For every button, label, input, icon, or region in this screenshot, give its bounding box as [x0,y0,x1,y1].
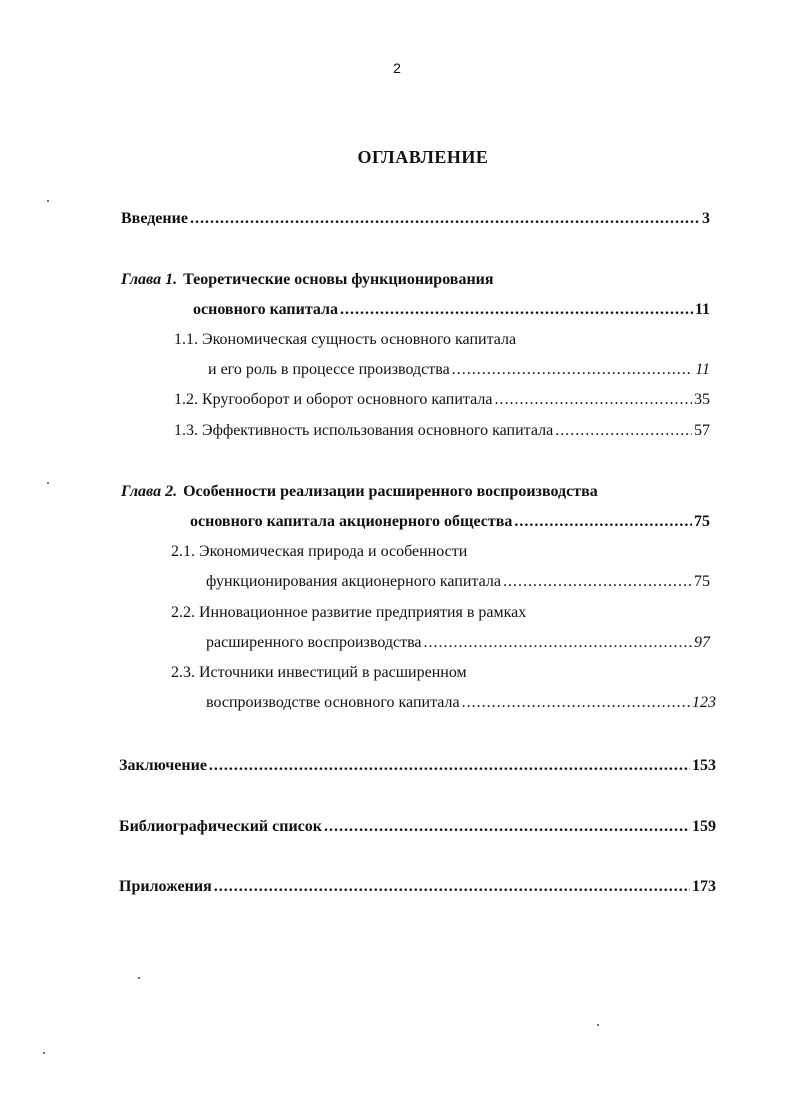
dot-leader [462,693,690,713]
toc-entry-text: Введение [121,210,188,227]
page-title: ОГЛАВЛЕНИЕ [357,147,489,167]
dot-leader [324,817,690,837]
dot-leader [452,360,694,380]
toc-section-2-2-heading[interactable] [171,603,526,623]
section-title-continued: расширенного воспроизводства [206,634,422,651]
chapter-title-continued: основного капитала [193,301,339,318]
toc-entry-text: Приложения [119,878,212,895]
toc-section-2-1[interactable] [206,572,710,592]
toc-section-2-3[interactable] [206,693,716,713]
dot-leader [555,421,692,441]
section-title: 2.3. Источники инвестиций в расширенном [171,664,467,681]
section-title-continued: функционирования акционерного капитала [206,573,501,590]
toc-page-number: 3 [702,210,710,227]
toc-chapter-2[interactable] [190,512,710,532]
section-title: 2.2. Инновационное развитие предприятия в рамках [171,604,527,621]
toc-page-number: 11 [694,301,710,318]
scan-speck [47,482,49,484]
toc-section-1-1[interactable] [208,360,710,380]
toc-page-number: 153 [692,757,716,774]
section-title: 1.3. Эффективность использования основного капитала [174,422,554,439]
toc-entry-introduction[interactable] [121,209,710,229]
dot-leader [503,572,692,592]
page-number: 2 [393,60,401,76]
scan-speck [43,1052,45,1054]
toc-entry-bibliography[interactable] [119,817,716,837]
dot-leader [494,390,692,410]
toc-chapter-1[interactable] [193,300,710,320]
toc-page-number: 173 [692,878,716,895]
dot-leader [514,512,692,532]
section-title: 1.2. Кругооборот и оборот основного капитала [174,391,493,408]
dot-leader [190,209,700,229]
toc-page-number: 11 [695,361,710,378]
toc-page-number: 35 [694,391,710,408]
dot-leader [209,756,690,776]
toc-page-number: 75 [694,573,710,590]
toc-page-number: 97 [694,634,710,651]
toc-section-1-3[interactable] [174,421,710,441]
dot-leader [340,300,693,320]
chapter-title: Теоретические основы функционирования [183,271,494,288]
toc-page-number: 159 [692,818,716,835]
chapter-label: Глава 1. [121,271,178,288]
toc-chapter-2-heading[interactable] [121,482,598,502]
toc-section-2-3-heading[interactable] [171,663,467,683]
dot-leader [214,877,690,897]
toc-chapter-1-heading[interactable] [121,270,494,290]
toc-entry-text: Библиографический список [119,818,322,835]
toc-entry-text: Заключение [119,757,207,774]
section-title: 1.1. Экономическая сущность основного капитала [174,331,517,348]
toc-entry-appendices[interactable] [119,877,716,897]
toc-entry-conclusion[interactable] [119,756,716,776]
scan-speck [597,1024,599,1026]
toc-page-number: 75 [694,513,710,530]
toc-page-number: 123 [692,694,716,711]
section-title: 2.1. Экономическая природа и особенности [171,543,468,560]
chapter-title: Особенности реализации расширенного воспроизводства [183,483,598,500]
scan-speck [47,200,49,202]
section-title-continued: и его роль в процессе производства [208,361,450,378]
dot-leader [424,633,692,653]
section-title-continued: воспроизводстве основного капитала [206,694,460,711]
toc-section-2-1-heading[interactable] [171,542,467,562]
scan-speck [138,977,140,979]
toc-section-1-1-heading[interactable] [174,330,516,350]
chapter-label: Глава 2. [121,483,178,500]
chapter-title-continued: основного капитала акционерного общества [190,513,513,530]
toc-page-number: 57 [694,422,710,439]
toc-section-1-2[interactable] [174,390,710,410]
toc-section-2-2[interactable] [206,633,710,653]
